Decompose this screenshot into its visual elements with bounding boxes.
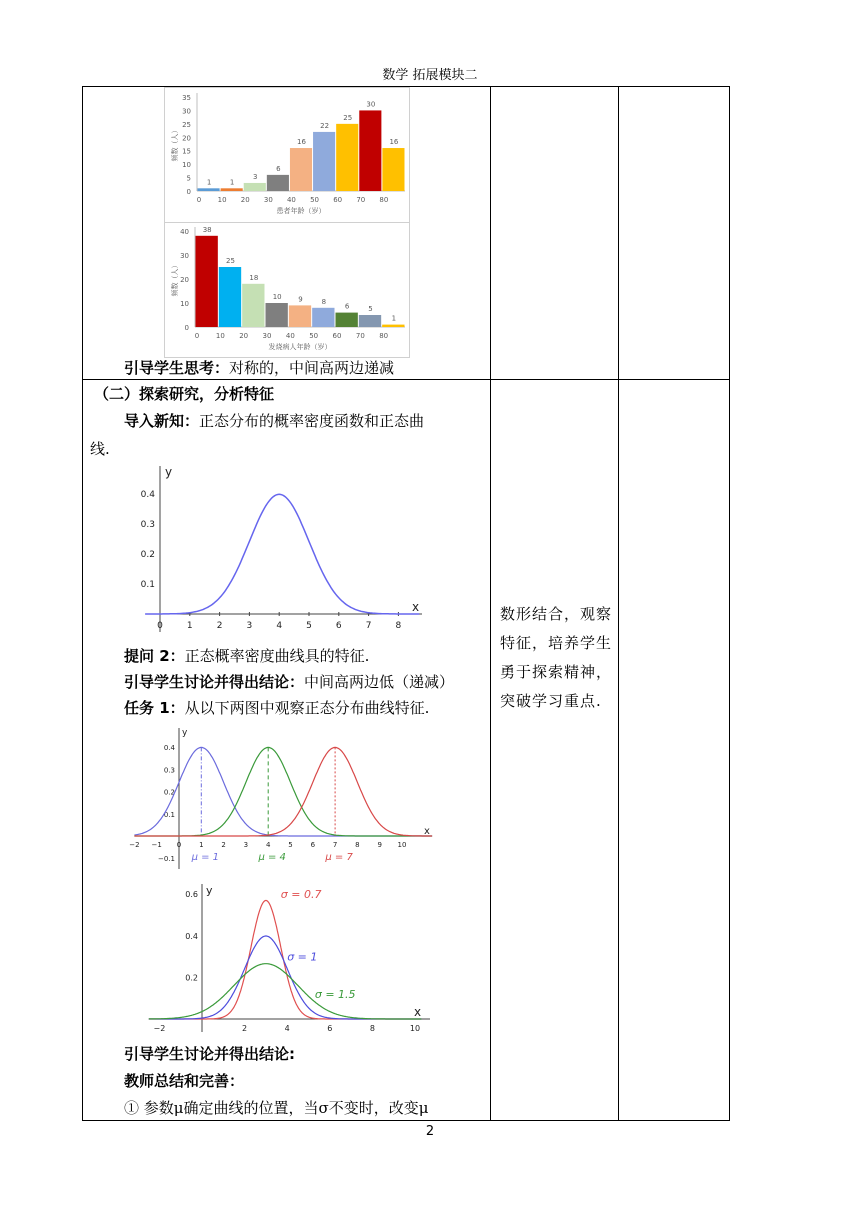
y-tick-label: 25 — [182, 120, 191, 129]
y-tick-label: 30 — [182, 107, 191, 116]
y-tick-label: 0.1 — [163, 810, 175, 819]
x-tick-label: 10 — [217, 196, 227, 204]
series-label: σ = 1.5 — [314, 988, 356, 1002]
x-tick-label: 6 — [327, 1024, 333, 1033]
bar — [359, 315, 381, 327]
x-tick-label: 30 — [263, 196, 273, 204]
x-tick-label: 10 — [409, 1024, 421, 1033]
y-tick-label: 35 — [182, 94, 191, 102]
data-label: 30 — [366, 100, 376, 109]
x-tick-label: 8 — [395, 621, 402, 631]
discussion1-label: 引导学生讨论并得出结论： — [124, 673, 305, 691]
x-tick-label: 20 — [239, 332, 249, 340]
x-tick-label: 50 — [309, 332, 319, 340]
x-tick-label: 50 — [310, 196, 320, 204]
bar — [244, 183, 266, 191]
x-tick-label: 80 — [379, 196, 389, 204]
x-tick-label: 7 — [332, 841, 338, 849]
x-tick-label: 70 — [355, 332, 365, 340]
table-right-border — [729, 86, 730, 1121]
y-axis-label: 频数（人） — [171, 261, 179, 297]
x-tick-label: 2 — [221, 841, 226, 849]
data-label: 38 — [202, 225, 212, 234]
discussion1-text: 中间高两边低（递减） — [304, 673, 455, 691]
bar — [289, 305, 311, 327]
series-label: μ = 1 — [191, 852, 220, 863]
x-tick-label: 1 — [186, 621, 193, 631]
bar — [382, 325, 404, 327]
x-tick-label: 0 — [194, 332, 200, 340]
series-label: μ = 7 — [325, 852, 353, 863]
y-tick-label: 10 — [182, 161, 191, 170]
y-tick-label: 0.1 — [140, 580, 155, 590]
bar — [359, 110, 381, 191]
intro-line — [124, 408, 424, 434]
x-tick-label: 2 — [216, 621, 223, 631]
data-label: 3 — [253, 172, 258, 181]
task1-label: 任务 1： — [124, 699, 185, 717]
page-number: 2 — [425, 1124, 435, 1139]
data-label: 22 — [320, 121, 330, 130]
guide-thinking-line — [124, 355, 394, 381]
summary-item-1 — [124, 1095, 429, 1121]
y-tick-label: 0 — [186, 188, 191, 196]
sigma-comparison-chart — [148, 882, 432, 1034]
series-label: σ = 1 — [287, 950, 318, 964]
x-tick-label: 0 — [157, 621, 163, 631]
x-tick-label: 80 — [379, 332, 389, 340]
bar — [336, 313, 358, 327]
x-tick-label: 10 — [215, 332, 225, 340]
y-tick-label: 0.3 — [140, 520, 155, 530]
x-tick-label: 30 — [262, 332, 272, 340]
y-tick-label: 5 — [186, 174, 191, 183]
question2-line — [124, 643, 369, 669]
section-title: （二）探索研究，分析特征 — [94, 385, 275, 403]
guide-label: 引导学生思考： — [124, 359, 230, 377]
x-tick-label: −2 — [153, 1024, 166, 1033]
x-tick-label: 7 — [365, 621, 372, 631]
data-label: 25 — [226, 257, 235, 265]
x-tick-label: 60 — [332, 332, 342, 340]
x-tick-label: 3 — [243, 841, 249, 849]
bar — [266, 303, 288, 327]
bar-chart-fever-age — [164, 222, 410, 358]
bar-chart-1-svg — [165, 88, 409, 222]
bar — [242, 284, 264, 327]
bar — [312, 308, 334, 327]
data-label: 6 — [276, 164, 281, 173]
design-note: 数形结合，观察特征，培养学生勇于探索精神，突破学习重点. — [500, 605, 613, 710]
y-tick-label: 20 — [180, 276, 189, 284]
data-label: 16 — [389, 138, 399, 147]
x-tick-label: 5 — [288, 841, 293, 849]
data-label: 5 — [368, 305, 373, 313]
y-tick-label: 0.2 — [185, 973, 198, 983]
x-tick-label: 10 — [397, 841, 407, 849]
x-tick-label: 2 — [242, 1024, 248, 1033]
x-tick-label: 40 — [286, 196, 296, 204]
normal-curve — [145, 494, 419, 614]
x-tick-label: 5 — [306, 621, 312, 631]
y-tick-label: 0.2 — [163, 788, 175, 797]
discussion2-label: 引导学生讨论并得出结论: — [124, 1045, 295, 1063]
x-tick-label: 9 — [377, 841, 382, 849]
x-axis-label: x — [414, 1005, 422, 1019]
y-tick-label: 0.6 — [185, 890, 198, 900]
y-axis-label: y — [182, 728, 188, 738]
x-tick-label: 60 — [333, 196, 343, 204]
y-tick-label: 0.4 — [163, 744, 175, 753]
x-axis-label: x — [412, 600, 420, 614]
x-tick-label: 1 — [199, 841, 204, 849]
x-tick-label: 0 — [196, 196, 202, 204]
summary-item-1-number: ① — [124, 1099, 140, 1117]
discussion1-line — [124, 669, 454, 695]
y-tick-label: 0.4 — [140, 490, 155, 500]
y-tick-label: 0.2 — [140, 550, 155, 560]
data-label: 8 — [321, 297, 327, 306]
question2-label: 提问 2： — [124, 647, 185, 665]
bar — [267, 175, 289, 191]
bar — [313, 132, 335, 191]
bar — [382, 148, 404, 191]
x-tick-label: 4 — [284, 1024, 290, 1033]
x-tick-label: 20 — [240, 196, 250, 204]
series-curve — [149, 964, 422, 1019]
series-curve — [149, 901, 422, 1020]
data-label: 1 — [229, 178, 235, 187]
x-axis-label: x — [424, 826, 430, 837]
guide-text: 对称的，中间高两边递减 — [229, 359, 395, 377]
y-axis-label: y — [165, 465, 173, 479]
bar-chart-patient-age — [164, 87, 410, 223]
mu-comparison-chart — [129, 726, 434, 871]
y-tick-label: 10 — [180, 300, 189, 308]
intro-text-cont: 线. — [90, 440, 110, 458]
task1-line — [124, 695, 429, 721]
y-tick-label: 0.4 — [185, 931, 198, 941]
summary-item-1-text: 参数μ确定曲线的位置，当σ不变时，改变μ — [143, 1099, 429, 1117]
x-tick-label: 6 — [310, 841, 316, 849]
column-divider-2 — [618, 86, 619, 1121]
x-tick-label: −1 — [151, 841, 162, 849]
x-tick-label: 4 — [276, 621, 283, 631]
series-label: μ = 4 — [258, 852, 286, 863]
intro-label: 导入新知： — [124, 412, 200, 430]
x-tick-label: 4 — [265, 841, 271, 849]
x-axis-label: 发烧病人年龄（岁） — [268, 343, 332, 351]
x-tick-label: 6 — [335, 621, 342, 631]
x-tick-label: 8 — [369, 1024, 375, 1033]
x-tick-label: 70 — [356, 196, 366, 204]
y-tick-label: 20 — [182, 134, 191, 143]
y-tick-label: 0.3 — [163, 766, 175, 775]
data-label: 18 — [249, 273, 259, 282]
x-tick-label: 3 — [246, 621, 253, 631]
y-axis-label: y — [206, 884, 213, 897]
bar — [198, 188, 220, 191]
bar — [336, 124, 358, 191]
bar — [221, 188, 243, 191]
question2-text: 正态概率密度曲线具的特征. — [184, 647, 370, 665]
y-tick-label: 0 — [184, 324, 189, 332]
bar — [290, 148, 312, 191]
data-label: 16 — [297, 138, 306, 147]
x-tick-label: −2 — [129, 841, 140, 849]
normal-curve-chart — [140, 462, 430, 634]
series-label: σ = 0.7 — [280, 888, 322, 902]
data-label: 1 — [206, 178, 212, 187]
bar — [219, 267, 241, 327]
x-tick-label: 0 — [176, 841, 182, 849]
page-header: 数学 拓展模块二 — [382, 68, 478, 83]
x-tick-label: 40 — [285, 332, 295, 340]
table-left-border — [82, 86, 83, 1121]
bar-chart-2-svg — [165, 223, 409, 357]
task1-text: 从以下两图中观察正态分布曲线特征. — [184, 699, 430, 717]
intro-text: 正态分布的概率密度函数和正态曲 — [199, 412, 425, 430]
data-label: 9 — [298, 295, 303, 304]
x-axis-label: 患者年龄（岁） — [276, 207, 326, 215]
y-tick-label: 40 — [180, 228, 189, 236]
bar — [196, 236, 218, 327]
y-tick-label: 15 — [182, 147, 191, 156]
y-tick-label: 30 — [180, 252, 189, 260]
data-label: 6 — [344, 302, 350, 311]
column-divider-1 — [490, 86, 491, 1121]
data-label: 10 — [272, 293, 282, 301]
y-axis-label: 频数（人） — [171, 126, 179, 162]
x-tick-label: 8 — [355, 841, 360, 849]
data-label: 25 — [343, 113, 353, 122]
teacher-summary-label: 教师总结和完善： — [124, 1072, 245, 1090]
y-tick-label: −0.1 — [158, 855, 175, 864]
data-label: 1 — [391, 314, 397, 323]
